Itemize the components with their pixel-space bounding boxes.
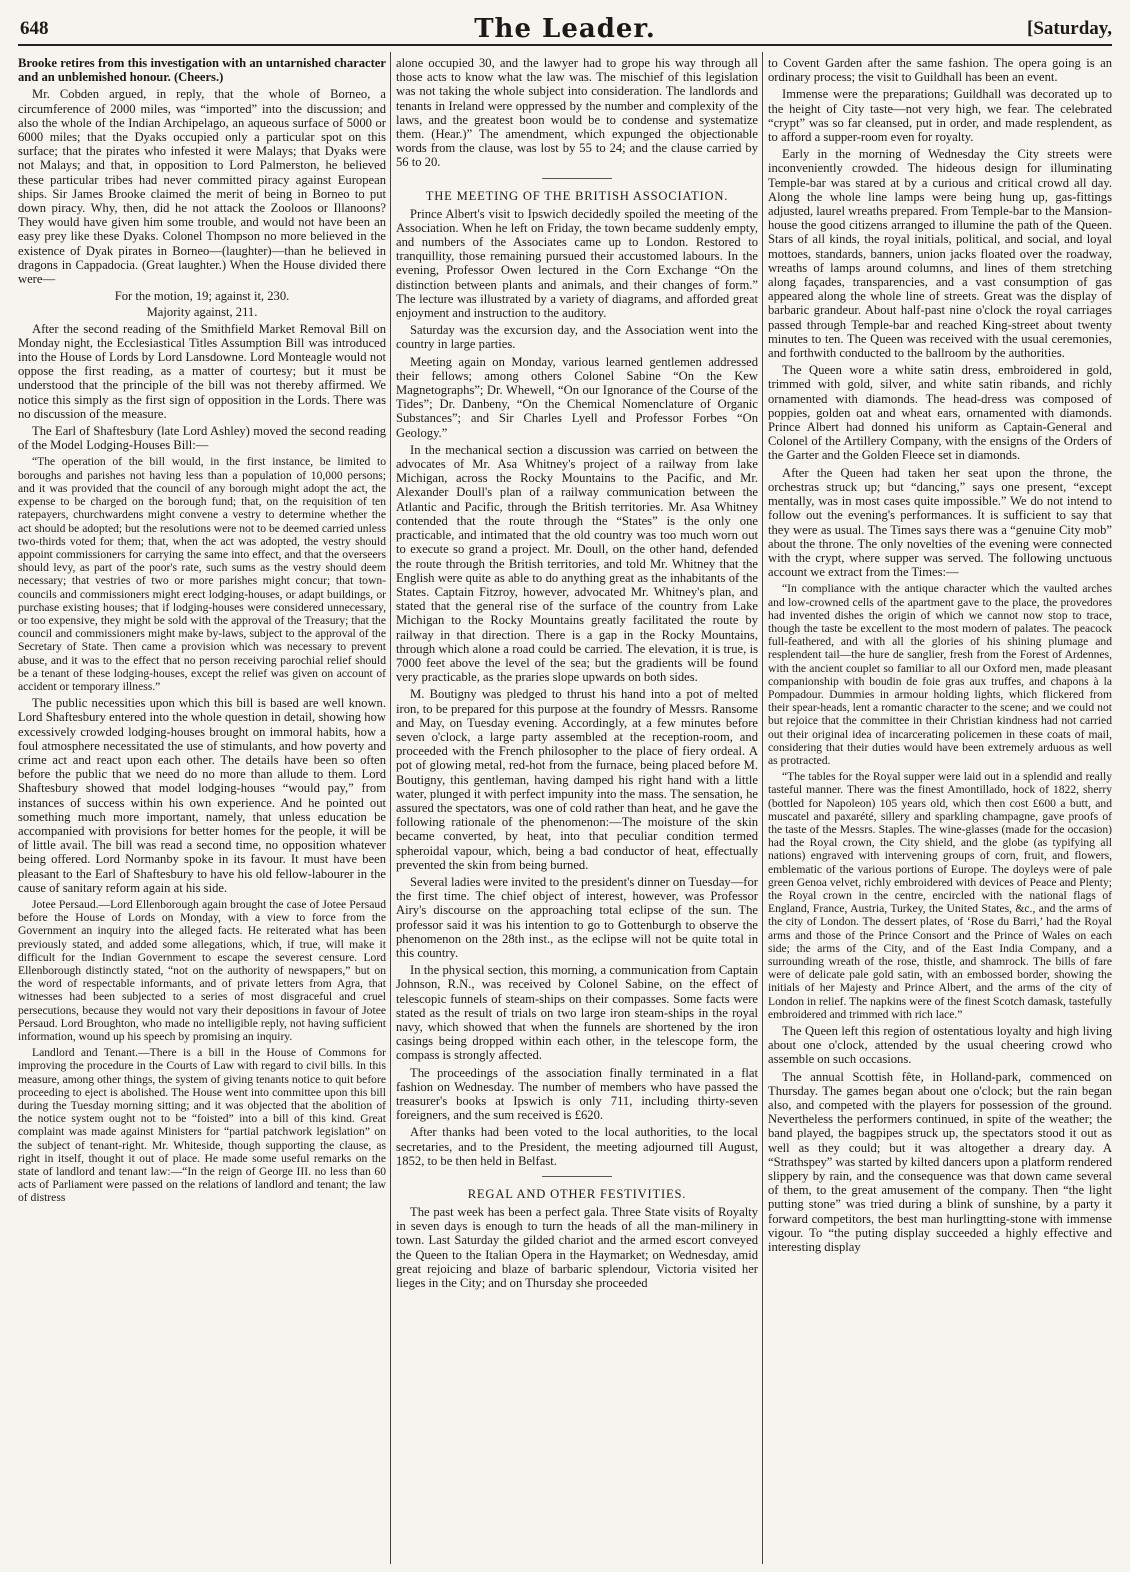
paragraph: After the second reading of the Smithfield Market Removal Bill on Monday night, the Ecclesiastical Titles Assumption Bill was introduced into the House of Lords by Lord Lansdowne. Lord Monteagle would not oppose the first reading, as a matter of courtesy; but it must be understood that the principle of the bill was not thereby affirmed. We notice this simply as the first sign of opposition in the Lords. There was no discussion of the measure. — [18, 321, 386, 421]
paragraph: The public necessities upon which this bill is based are well known. Lord Shaftesbury entered into the whole question in detail, showing how excessively crowded lodging-houses brought on immoral habits, how a foul atmosphere necessitated the use of stimulants, and how poverty and crime act and react upon each other. The details have been so often before the public that we need do no more than allude to them. Lord Shaftesbury showed that model lodging-houses “would pay,” from instances of success within his own experience. And he pointed out something much more important, namely, that unless education be accompanied with provisions for better homes for the people, it will be of little avail. The bill was read a second time, no opposition whatever being offered. Lord Normanby spoke in its favour. It must have been pleasant to the Earl of Shaftesbury to have his old fellow-labourer in the cause of sanitary reform again at his side. — [18, 696, 386, 895]
paragraph: Meeting again on Monday, various learned gentlemen addressed their fellows; among others Colonel Sabine “On the Kew Magnetographs”; Dr. Whewell, “On our Ignorance of the Course of the Tides”; Dr. Danbeny, “On the Chemical Nomenclature of Organic Substances”; and Sir Charles Lyell and Professor Forbes “On Geology.” — [396, 354, 758, 440]
quoted-passage: “The operation of the bill would, in the first instance, be limited to boroughs and parishes not having less than a population of 10,000 persons; and it was provided that the council of any borough might adopt the act, the expense to be charged on the borough fund; that, on the requisition of ten ratepayers, churchwardens might convene a vestry to determine whether the act should be adopted; but the resolutions were not to be deemed carried unless two-thirds voted for them; that, when the act was adopted, the vestry should appoint commissioners for carrying the same into effect, and that the overseers should levy, as part of the poor's rate, such sums as the vestry should deem necessary; that vestries of two or more parishes might concur; that town-councils and commissioners might erect lodging-houses, or adapt buildings, or purchase existing houses; that if lodging-houses were considered unnecessary, or too expensive, they might be sold with the approval of the Treasury; that the council and commissioners might make by-laws, subject to the approval of the Secretary of State. Then came a provision which was necessary to prevent abuse, and it was to the effect that no person receiving parochial relief should be a tenant of these lodging-houses, except the relief was given on account of accident or temporary illness.” — [18, 455, 386, 693]
paragraph: to Covent Garden after the same fashion. The opera going is an ordinary process; the visit to Guildhall has been an event. — [768, 56, 1112, 85]
paragraph: The annual Scottish fête, in Holland-park, commenced on Thursday. The games began about one o'clock; but the rain began also, and competed with the players for possession of the ground. Nevertheless the performers continued, in spite of the weather; the band played, the bagpipes struck up, the spectators stood it out as well as they could; but it was altogether a dreary day. A “Strathspey” was started by kilted dancers upon a platform rendered slippery by rain, and the consequence was that down came several of them, to the great amusement of the company. Then “the light putting stone” was tried during a blink of sunshine, by a party it forward competitors, the best man hurlingtting-stone with immense vigour. To “the puting display succeeded a highly effective and interesting display — [768, 1069, 1112, 1255]
paragraph: The past week has been a perfect gala. Three State visits of Royalty in seven days is enough to turn the heads of all the man-milinery in town. Last Saturday the gilded chariot and the armed escort conveyed the Queen to the Italian Opera in the Haymarket; on Wednesday, amid great rejoicing and blaze of barbaric splendour, Victoria visited her lieges in the City; and on Thursday she proceeded — [396, 1205, 758, 1291]
paragraph: Prince Albert's visit to Ipswich decidedly spoiled the meeting of the Association. When he left on Friday, the town became suddenly empty, and numbers of the Associates came up to London. Restored to tranquillity, those remaining pursued their accustomed labours. In the evening, Professor Owen lectured in the Corn Exchange “On the distinction between plants and animals, and their changes of form.” The lecture was illustrated by a variety of diagrams, and afforded great enjoyment and instruction to the auditory. — [396, 206, 758, 321]
column-2 — [396, 56, 758, 1564]
issue-day: [Saturday, — [1027, 18, 1112, 39]
paragraph: Early in the morning of Wednesday the City streets were inconveniently crowded. The hideous design for illuminating Temple-bar was stared at by a curious and critical crowd all day. Along the whole line lamps were being hung up, gas-fittings adjusted, laurel wreaths prepared. From Temple-bar to the Mansion-house the good citizens arranged to illumine the path of the Queen. Stars of all kinds, the royal initials, political, and social, and loyal mottoes, standards, banners, union jacks floated over the roadway, wreaths of lamps around columns, and lines of them stretching along façades, transparencies, and a vast consumption of gas appeared along the whole line of streets. Great was the display of barbaric grandeur. About half-past nine o'clock the royal carriages passed through Temple-bar and reached King-street about twenty minutes to ten. The Queen was received with the usual ceremonies, and forthwith conducted to the ballroom by the authorities. — [768, 147, 1112, 361]
column-rule — [390, 52, 391, 1564]
paragraph: The proceedings of the association finally terminated in a flat fashion on Wednesday. The number of members who have passed the treasurer's books at Ipswich is only 711, including thirty-seven foreigners, and the sum received is £620. — [396, 1065, 758, 1123]
newspaper-title: The Leader. — [474, 14, 656, 44]
masthead — [18, 14, 1112, 46]
paragraph: The Queen wore a white satin dress, embroidered in gold, trimmed with gold, silver, and white satin ribands, and richly ornamented with diamonds. The head-dress was composed of poppies, golden oat and wheat ears, ornamented with diamonds. Prince Albert had donned his uniform as Captain-General and Colonel of the Artillery Company, with the ensigns of the Orders of the Garter and the Golden Fleece set in diamonds. — [768, 363, 1112, 463]
paragraph: Mr. Cobden argued, in reply, that the whole of Borneo, a circumference of 2000 miles, was “imported” into the discussion; and also the whole of the Indian Archipelago, an aqueous surface of 5000 or 6000 miles; that the Dyaks occupied only a particular spot on this surface; that the pirates who infested it were Malays; that Dyaks were not Malays; and that, in opposition to Lord Palmerston, he believed these particular tribes had never committed piracy against European ships. Sir James Brooke claimed the merit of being in Borneo to put down piracy. Why, then, did he not attack the Zooloos or Illanoons? They would have given him some trouble, and would not have been an easy prey like these Dyaks. Colonel Thompson no more believed in the existence of Dyak pirates in Borneo—(laughter)—than he believed in dragons in Cappadocia. (Great laughter.) When the House divided there were— — [18, 87, 386, 287]
paragraph: M. Boutigny was pledged to thrust his hand into a pot of melted iron, to be prepared for this purpose at the foundry of Messrs. Ransome and May, on Tuesday evening. Accordingly, at a few minutes before seven o'clock, a large party assembled at the reception-room, and proceeded with the French philosopher to the place of fiery ordeal. A pot of glowing metal, red-hot from the furnace, being placed before M. Boutigny, this gentleman, having damped his right hand with a little water, plunged it with perfect impunity into the mass. The sensation, he assured the spectators, was one of cold rather than heat, and he gave the following rationale of the phenomenon:—The moisture of the skin became converted, by heat, into that peculiar condition termed spheroidal vapour, which, being a bad conductor of heat, effectually prevented the skin from being burned. — [396, 687, 758, 872]
column-3 — [768, 56, 1112, 1564]
section-heading: THE MEETING OF THE BRITISH ASSOCIATION. — [425, 188, 729, 203]
paragraph: In the mechanical section a discussion was carried on between the advocates of Mr. Asa Whitney's project of a railway from lake Michigan, across the Rocky Mountains to the Pacific, and Mr. Alexander Doull's plan of a railway communication between the Atlantic and Pacific, through the British territories. Mr. Asa Whitney contended that the route through the “States” is the only one practicable, and intimated that the old country was too much worn out to execute so grand a project. Mr. Doull, on the other hand, defended the route through the British territories, and told Mr. Whitney that the English were quite as able to do anything great as the inhabitants of the States. Captain Fitzroy, however, advocated Mr. Whitney's plan, and stated that the general rise of the surface of the country from Lake Michigan to the Rocky Mountains greatly facilitated the route by railway in that direction. There is a gap in the Rocky Mountains, through which alone a road could be carried. The elevation, it is true, is 7000 feet above the level of the sea; but the gradients will be found very practicable, as the praries slope upwards on both sides. — [396, 442, 758, 685]
column-1 — [18, 56, 386, 1564]
section-divider — [542, 1176, 612, 1177]
paragraph: alone occupied 30, and the lawyer had to grope his way through all those acts to know what the law was. The mischief of this legislation was not taking the whole subject into consideration. The landlords and tenants in Ireland were oppressed by the number and complexity of the laws, and the greatest boon would be to condense and systematize them. (Hear.)” The amendment, which expunged the objectionable words from the clause, was lost by 55 to 24; and the clause carried by 56 to 20. — [396, 56, 758, 170]
paragraph: Brooke retires from this investigation with an untarnished character and an unblemished honour. (Cheers.) — [18, 56, 386, 85]
paragraph: Several ladies were invited to the president's dinner on Tuesday—for the first time. The chief object of interest, however, was Professor Airy's discourse on the approaching total eclipse of the sun. The professor said it was his intention to go to Gottenburgh to observe the phenomenon on the 28th inst., as the eclipse will not be quite total in this country. — [396, 874, 758, 960]
paragraph: After the Queen had taken her seat upon the throne, the orchestras struck up; but “dancing,” says one present, “except mentally, was in most cases quite impossible.” We do not intend to follow out the evening's performances. It is sufficient to say that they were as usual. The Times says there was a “genuine City mob” about the throne. The only novelties of the evening were connected with the crypt, where supper was served. The following unctuous account we extract from the Times:— — [768, 465, 1112, 580]
paragraph: In the physical section, this morning, a communication from Captain Johnson, R.N., was received by Colonel Sabine, on the effect of telescopic funnels of steam-ships on their compasses. Some facts were stated as the result of trials on two large iron steam-ships in the royal navy, which showed that when the funnels are shortened by the iron casings being dropped within each other, in the telescope form, the compass is strongly affected. — [396, 963, 758, 1063]
division-majority: Majority against, 211. — [146, 305, 258, 320]
news-item-jotee-persaud: Jotee Persaud.—Lord Ellenborough again brought the case of Jotee Persaud before the House of Lords on Monday, with a view to force from the Government an inquiry into the alleged facts. He reiterated what has been previously stated, and added some allegations, which, if true, will make it difficult for the Indian Government to escape the severest censure. Lord Ellenborough distinctly stated, “not on the authority of newspapers,” but on the word of respectable informants, and of private letters from Agra, that witnesses had been subjected to a series of most disgraceful and cruel persecutions, because they would not vary their depositions in favour of Jotee Persaud. Lord Broughton, who made no intelligible reply, not having sufficient information, wound up his speech by promising an inquiry. — [18, 897, 386, 1044]
page-number: 648 — [20, 18, 49, 39]
division-result: For the motion, 19; against it, 230. — [114, 289, 290, 304]
column-rule — [762, 52, 763, 1564]
paragraph: The Earl of Shaftesbury (late Lord Ashley) moved the second reading of the Model Lodging-Houses Bill:— — [18, 424, 386, 453]
news-item-landlord-tenant: Landlord and Tenant.—There is a bill in the House of Commons for improving the procedure in the Courts of Law with regard to civil bills. In this measure, among other things, the system of giving tenants notice to quit before proceeding to eject is abolished. The House went into committee upon this bill during the Tuesday morning sitting; and it was objected that the abolition of the notice system ought not to be “foisted” into a bill of this kind. Great complaint was made against Ministers for “partial patchwork legislation” on the subject of tenant-right. Mr. Whiteside, though supporting the clause, as right in itself, thought it out of place. He made some useful remarks on the state of landlord and tenant law:—“In the reign of George III. no less than 60 acts of Parliament were passed on the relations of landlord and tenant; the law of distress — [18, 1046, 386, 1205]
paragraph: Immense were the preparations; Guildhall was decorated up to the height of City taste—not very high, we fear. The celebrated “crypt” was so far cleansed, put in order, and made resplendent, as to afford a supper-room even for royalty. — [768, 87, 1112, 145]
quoted-passage: “In compliance with the antique character which the vaulted arches and low-crowned cells of the apartment gave to the place, the provedores had invented dishes the origin of which we cannot now stop to trace, though the taste be excellent to the most modern of palates. The peacock full-feathered, and with all the glories of his shining plumage and resplendent tail—the hure de sanglier, fresh from the Forest of Ardennes, with the ancient couplet so familiar to all our Oxford men, made pleasant companionship with boudin de foie gras aux truffes, and chapons à la Pompadour. Dummies in armour holding lights, which flickered from their spear-heads, lent a romantic character to the scene; and we could not but rejoice that the committee in their Christian kindness had not carried out their original idea of incarcerating policemen in these coats of mail, considering that their duties would have been extremely arduous as well as protracted. — [768, 582, 1112, 767]
paragraph: After thanks had been voted to the local authorities, to the local secretaries, and to the President, the meeting adjourned till August, 1852, to be then held in Belfast. — [396, 1125, 758, 1168]
section-heading: REGAL AND OTHER FESTIVITIES. — [467, 1187, 687, 1202]
paragraph: The Queen left this region of ostentatious loyalty and high living about one o'clock, attended by the usual cheering crowd who assemble on such occasions. — [768, 1024, 1112, 1067]
paragraph: Saturday was the excursion day, and the Association went into the country in large parties. — [396, 323, 758, 352]
section-divider — [542, 178, 612, 179]
quoted-passage: “The tables for the Royal supper were laid out in a splendid and really tasteful manner. There was the finest Amontillado, hock of 1822, sherry (bottled for Napoleon) 105 years old, which then cost £600 a butt, and muscatel and paxarété, sillery and sparkling champagne, gave proofs of the taste of the Messrs. Staples. The wine-glasses (made for the occasion) had the Royal crown, the City shield, and the globe (as typifying all nations) engraved with intervening groups of corn, fruit, and flowers, emblematic of the various portions of Europe. The doyleys were of pale green Genoa velvet, richly embroidered with devices of Peace and Plenty; the Royal crown in the centre, encircled with the national flags of England, France, Austria, Turkey, the United States, &c., and the arms of the city of London. The dessert plates, of ‘Rose du Barri,’ had the Royal arms and those of the Prince Consort and the Prince of Wales on each side; the arms of the City, and of the East India Company, and a surrounding wreath of the rose, thistle, and shamrock. The bills of fare were of delicate pale gold satin, with an embossed border, showing the initials of her Majesty and Prince Albert, and the arms of the city of London in relief. The napkins were of the finest Scotch damask, tastefully embroidered and trimmed with rich lace.” — [768, 770, 1112, 1021]
